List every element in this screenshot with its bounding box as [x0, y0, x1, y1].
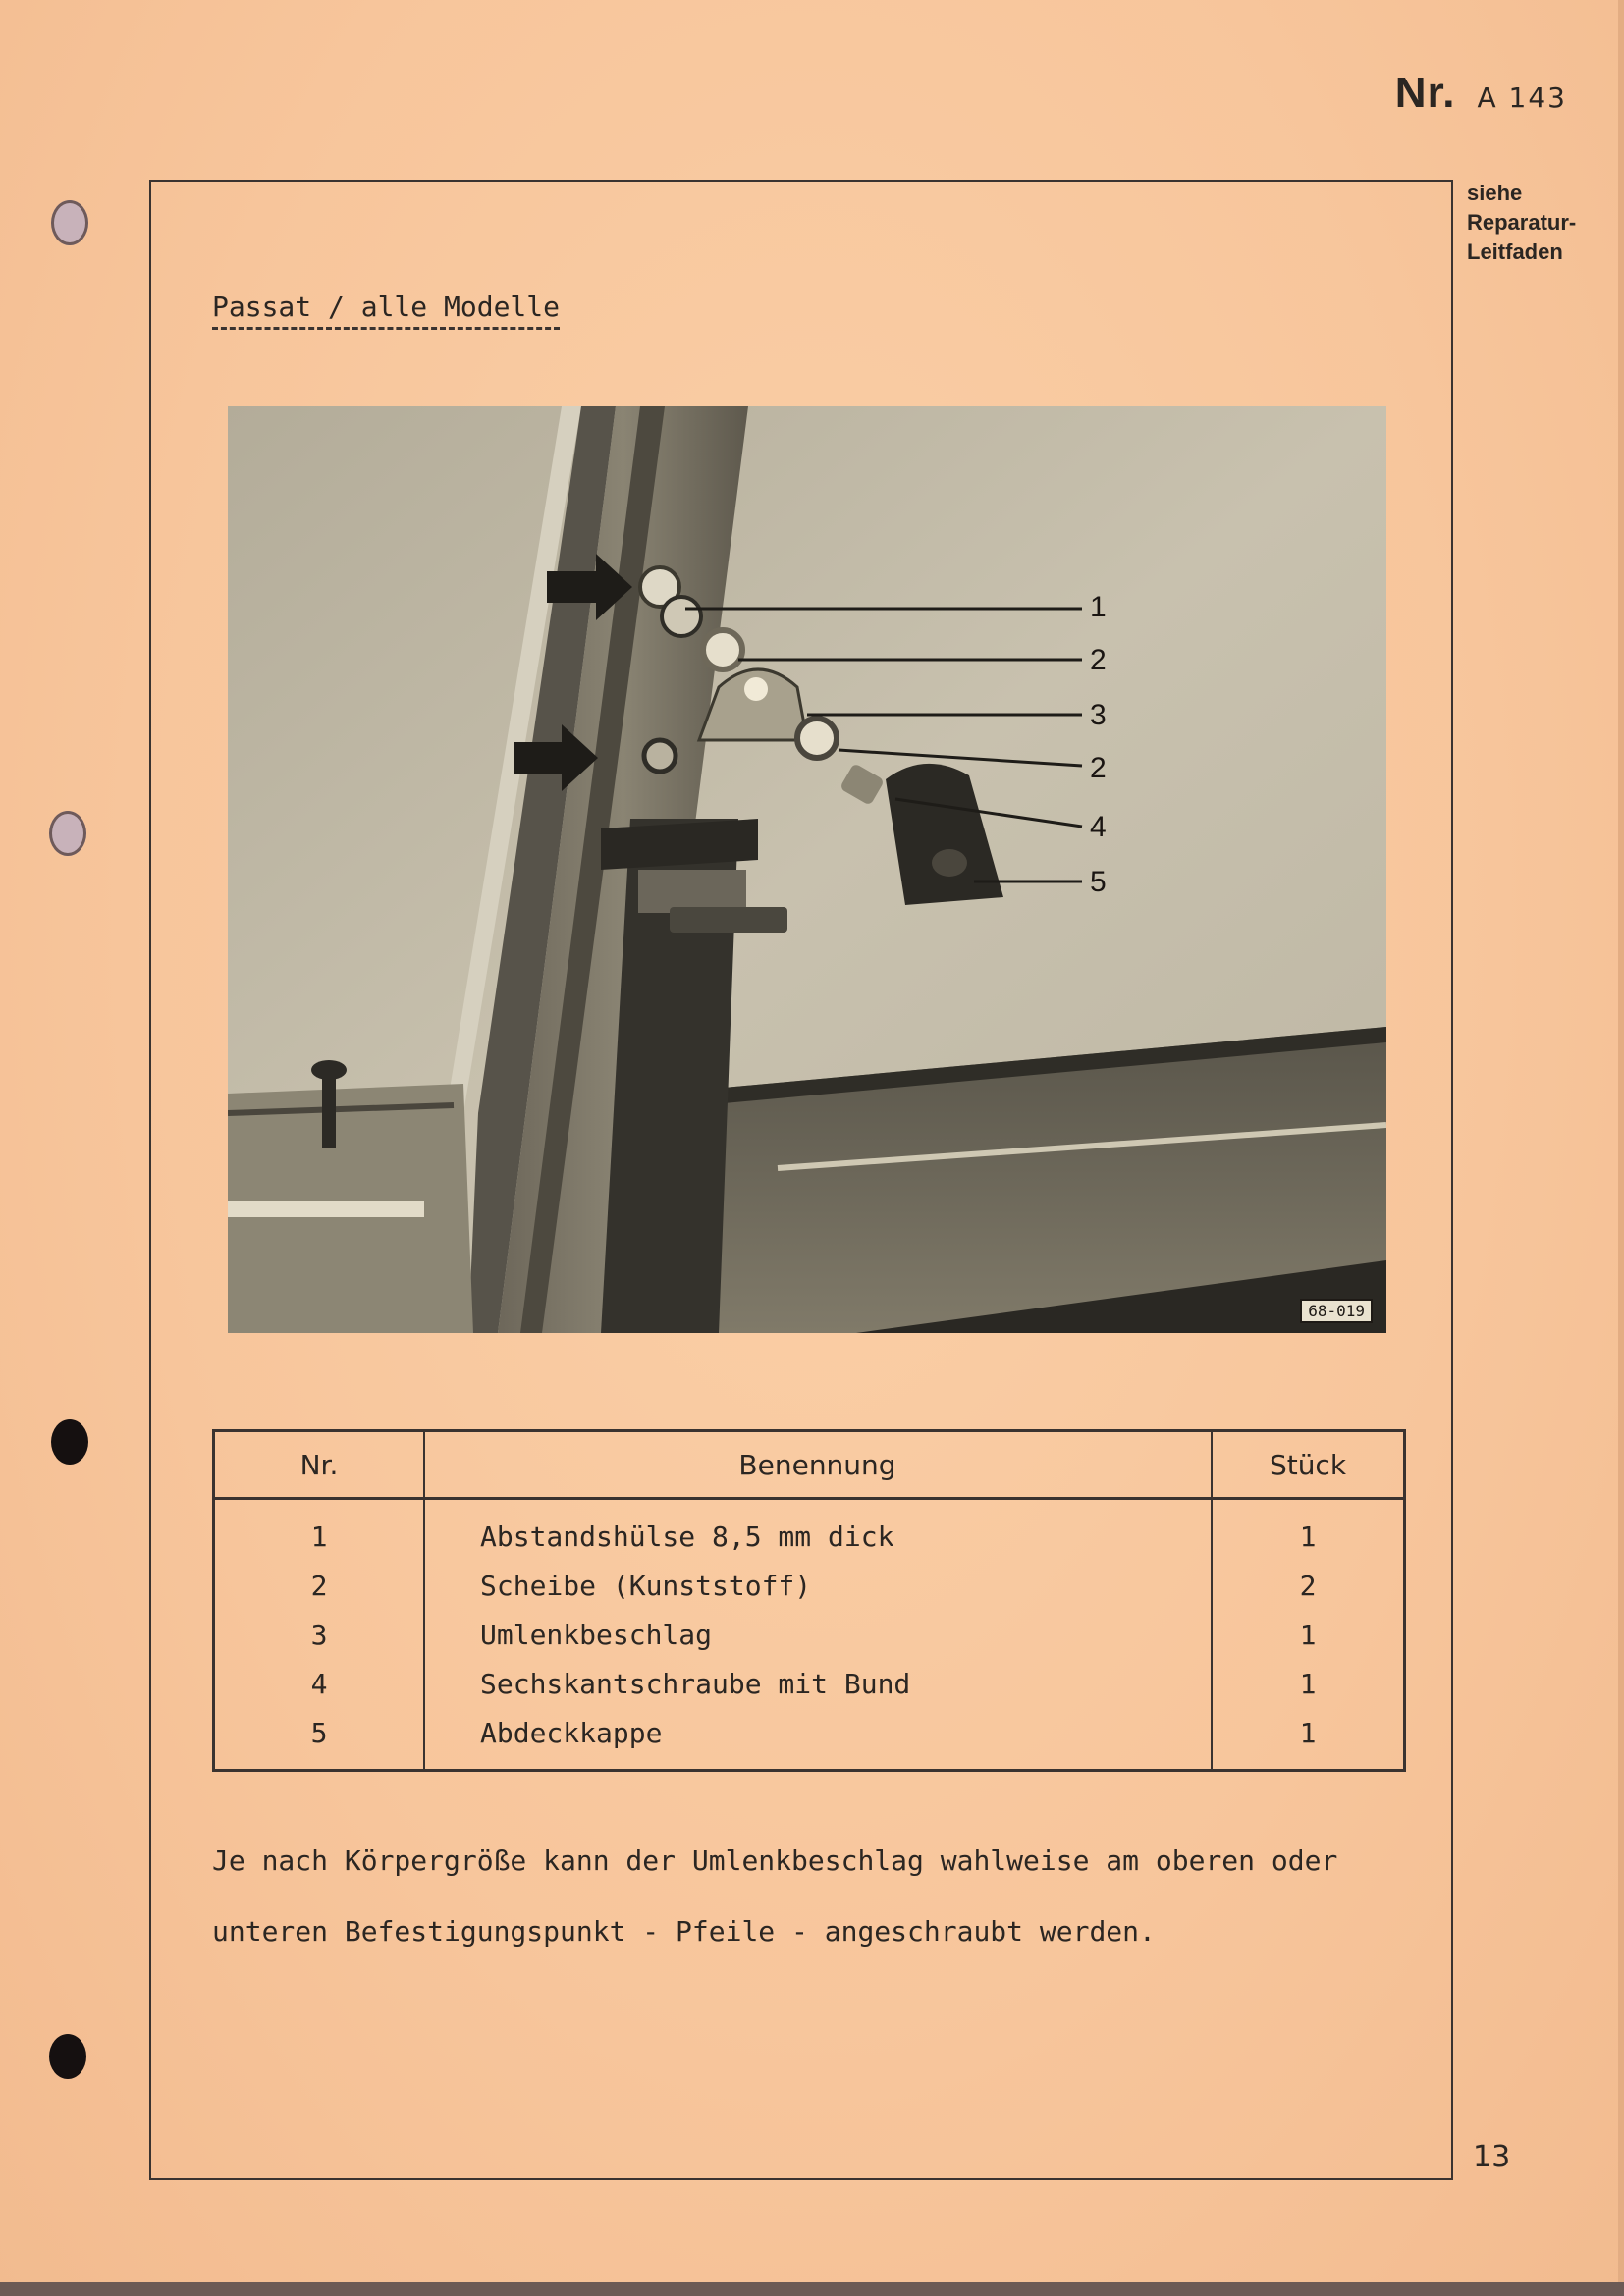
- side-note-line: Leitfaden: [1467, 240, 1563, 264]
- side-note: [1467, 179, 1576, 267]
- column-header-qty: Stück: [1212, 1431, 1405, 1499]
- callout-number: 2: [1090, 752, 1107, 784]
- document-number: [1395, 69, 1567, 118]
- callout-number: 1: [1090, 591, 1107, 623]
- callout-number: 2: [1090, 644, 1107, 676]
- document-number-value: A 143: [1477, 81, 1567, 114]
- callout-number: 3: [1090, 699, 1107, 731]
- photo-illustration: [228, 406, 1386, 1333]
- note-line: Je nach Körpergröße kann der Umlenkbeschlag wahlweise am oberen oder: [212, 1844, 1338, 1877]
- seatbelt-photo: [228, 406, 1386, 1333]
- cell-qty: 1: [1212, 1708, 1405, 1771]
- table-row: [214, 1610, 1405, 1659]
- photo-reference-label: 68-019: [1300, 1299, 1373, 1323]
- callout-number: 4: [1090, 811, 1107, 843]
- cell-nr: 2: [214, 1561, 425, 1610]
- column-header-nr: Nr.: [214, 1431, 425, 1499]
- cell-name: Scheibe (Kunststoff): [424, 1561, 1212, 1610]
- cell-qty: 1: [1212, 1499, 1405, 1562]
- table-row: [214, 1561, 1405, 1610]
- cell-qty: 1: [1212, 1659, 1405, 1708]
- column-header-name: Benennung: [424, 1431, 1212, 1499]
- table-row: [214, 1659, 1405, 1708]
- punch-hole: [51, 200, 88, 245]
- punch-hole: [49, 2034, 86, 2079]
- note-line: unteren Befestigungspunkt - Pfeile - angeschraubt werden.: [212, 1915, 1156, 1948]
- cell-name: Umlenkbeschlag: [424, 1610, 1212, 1659]
- table-row: [214, 1499, 1405, 1562]
- cell-name: Abdeckkappe: [424, 1708, 1212, 1771]
- side-note-line: Reparatur-: [1467, 210, 1577, 235]
- document-number-label: Nr.: [1394, 69, 1456, 117]
- cell-qty: 1: [1212, 1610, 1405, 1659]
- punch-hole: [49, 811, 86, 856]
- cell-name: Abstandshülse 8,5 mm dick: [424, 1499, 1212, 1562]
- scan-bottom-edge: [0, 2282, 1624, 2296]
- installation-note: [212, 1808, 1420, 1985]
- section-title: Passat / alle Modelle: [212, 291, 560, 330]
- cell-qty: 2: [1212, 1561, 1405, 1610]
- cell-nr: 1: [214, 1499, 425, 1562]
- cell-nr: 5: [214, 1708, 425, 1771]
- cell-nr: 3: [214, 1610, 425, 1659]
- paper-edge: [1618, 0, 1624, 2296]
- cell-nr: 4: [214, 1659, 425, 1708]
- punch-hole: [51, 1419, 88, 1465]
- callout-number: 5: [1090, 866, 1107, 898]
- cell-name: Sechskantschraube mit Bund: [424, 1659, 1212, 1708]
- table-header-row: [214, 1431, 1405, 1499]
- side-note-line: siehe: [1467, 181, 1523, 205]
- table-row: [214, 1708, 1405, 1771]
- parts-table: [212, 1429, 1406, 1772]
- page-number: 13: [1473, 2140, 1511, 2174]
